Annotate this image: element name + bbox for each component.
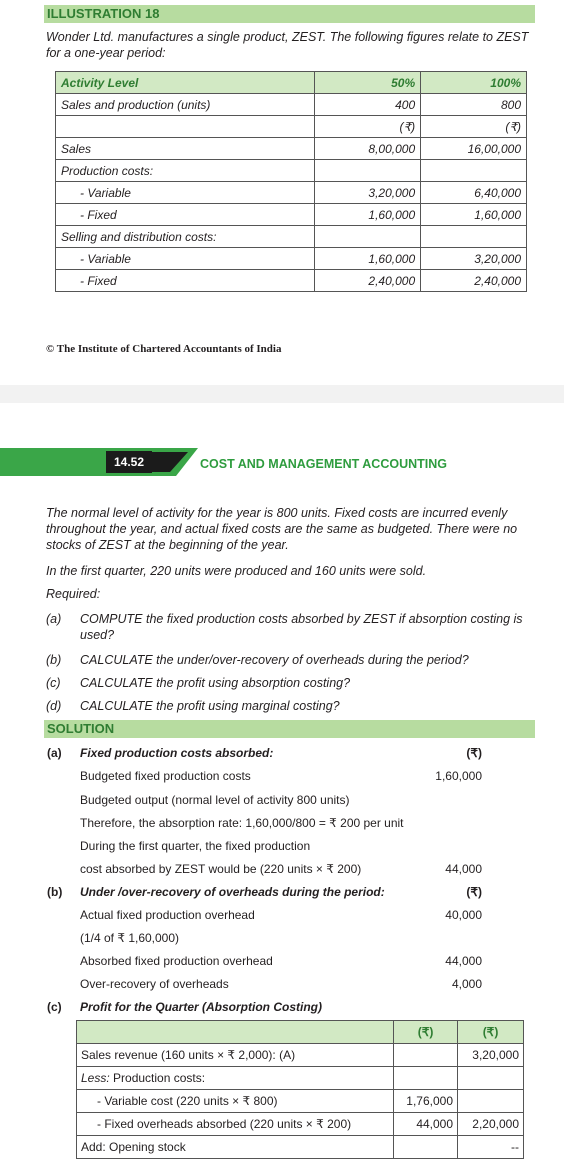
table-row [77, 1067, 524, 1090]
table-row [56, 94, 527, 116]
table-row [56, 270, 527, 292]
page-break [0, 385, 564, 403]
table-cell: 50% [315, 72, 421, 94]
item-text: COMPUTE the fixed production costs absorbed by ZEST if absorption costing is used? [80, 612, 523, 642]
table-cell [458, 1067, 524, 1090]
calc-line-text: Over-recovery of overheads [80, 977, 229, 991]
table-cell: - Variable [56, 248, 315, 270]
table-cell: 44,000 [394, 1113, 458, 1136]
table-cell [394, 1136, 458, 1159]
calc-line-text: Budgeted output (normal level of activity 800 units) [80, 793, 350, 807]
item-text: CALCULATE the profit using absorption costing? [80, 676, 351, 690]
table-row [56, 204, 527, 226]
part-a-title: Fixed production costs absorbed: [80, 746, 274, 760]
table-cell [421, 226, 527, 248]
table-cell [77, 1021, 394, 1044]
table-cell: - Variable [56, 182, 315, 204]
table-cell: (₹) [458, 1021, 524, 1044]
calc-line-text: Actual fixed production overhead [80, 908, 255, 922]
table-cell: - Variable cost (220 units × ₹ 800) [77, 1090, 394, 1113]
table-cell: 100% [421, 72, 527, 94]
table-cell: (₹) [315, 116, 421, 138]
problem-paragraph-1: The normal level of activity for the year is 800 units. Fixed costs are incurred evenly throughout the year, and actual fixed costs are the same as budgeted. There were no stocks of ZEST at the beginning of the year. [46, 506, 518, 552]
calc-line-text: cost absorbed by ZEST would be (220 units × ₹ 200) [80, 862, 362, 876]
calc-line-value: 44,000 [445, 954, 482, 968]
table-cell: (₹) [394, 1021, 458, 1044]
table-cell [421, 160, 527, 182]
table-row [77, 1113, 524, 1136]
table-row [56, 160, 527, 182]
part-c-title: Profit for the Quarter (Absorption Costing) [80, 1000, 322, 1014]
table-cell: 6,40,000 [421, 182, 527, 204]
table-cell: - Fixed [56, 204, 315, 226]
required-label: Required: [46, 587, 101, 601]
table-row [56, 116, 527, 138]
table-cell [315, 226, 421, 248]
table-cell [56, 116, 315, 138]
item-label: (d) [46, 699, 62, 713]
table-cell [315, 160, 421, 182]
table-cell: 2,20,000 [458, 1113, 524, 1136]
table-cell: Add: Opening stock [77, 1136, 394, 1159]
part-b-label: (b) [47, 885, 63, 899]
table-row [56, 138, 527, 160]
table-row [77, 1136, 524, 1159]
table-cell: - Fixed overheads absorbed (220 units × ₹ 200) [77, 1113, 394, 1136]
table-cell: 800 [421, 94, 527, 116]
item-label: (a) [46, 612, 62, 626]
item-label: (c) [46, 676, 61, 690]
part-a-currency: (₹) [466, 746, 482, 760]
activity-table [55, 71, 527, 292]
table-cell: 1,60,000 [315, 204, 421, 226]
table-cell: (₹) [421, 116, 527, 138]
calc-line-text: Therefore, the absorption rate: 1,60,000/800 = ₹ 200 per unit [80, 816, 404, 830]
part-c-label: (c) [47, 1000, 62, 1014]
table-cell: 16,00,000 [421, 138, 527, 160]
item-label: (b) [46, 653, 62, 667]
calc-line-value: 4,000 [451, 977, 482, 991]
calc-line-value: 40,000 [445, 908, 482, 922]
table-row [56, 226, 527, 248]
page-header-bar [0, 448, 108, 476]
table-cell: 8,00,000 [315, 138, 421, 160]
table-cell [394, 1067, 458, 1090]
illustration-heading: ILLUSTRATION 18 [44, 5, 535, 23]
profit-table [76, 1020, 524, 1159]
table-cell: Less: Production costs: [77, 1067, 394, 1090]
table-cell: 2,40,000 [421, 270, 527, 292]
table-row [56, 182, 527, 204]
page-number: 14.52 [106, 451, 152, 473]
part-b-currency: (₹) [466, 885, 482, 899]
item-text: CALCULATE the profit using marginal costing? [80, 699, 340, 713]
table-cell: 3,20,000 [421, 248, 527, 270]
part-b-title: Under /over-recovery of overheads during the period: [80, 885, 385, 899]
table-cell: Selling and distribution costs: [56, 226, 315, 248]
table-cell: 1,76,000 [394, 1090, 458, 1113]
part-a-label: (a) [47, 746, 62, 760]
table-cell: 400 [315, 94, 421, 116]
table-header-row [56, 72, 527, 94]
table-row [77, 1044, 524, 1067]
table-cell: Activity Level [56, 72, 315, 94]
item-text: CALCULATE the under/over-recovery of overheads during the period? [80, 653, 469, 667]
table-cell: -- [458, 1136, 524, 1159]
table-cell: 1,60,000 [421, 204, 527, 226]
calc-line-text: Budgeted fixed production costs [80, 769, 251, 783]
calc-line-value: 1,60,000 [435, 769, 482, 783]
problem-paragraph-2: In the first quarter, 220 units were produced and 160 units were sold. [46, 564, 427, 578]
illustration-intro: Wonder Ltd. manufactures a single product, ZEST. The following figures relate to ZEST for a one-year period: [46, 30, 529, 60]
table-cell: Production costs: [56, 160, 315, 182]
table-cell: 3,20,000 [458, 1044, 524, 1067]
calc-line-text: Absorbed fixed production overhead [80, 954, 273, 968]
table-cell [394, 1044, 458, 1067]
table-cell: Sales and production (units) [56, 94, 315, 116]
running-title: COST AND MANAGEMENT ACCOUNTING [200, 457, 447, 471]
table-header-row [77, 1021, 524, 1044]
table-row [56, 248, 527, 270]
footer-copyright: © The Institute of Chartered Accountants of India [46, 343, 282, 355]
table-cell [458, 1090, 524, 1113]
table-row [77, 1090, 524, 1113]
table-cell: Sales [56, 138, 315, 160]
table-cell: Sales revenue (160 units × ₹ 2,000): (A) [77, 1044, 394, 1067]
table-cell: 2,40,000 [315, 270, 421, 292]
solution-heading: SOLUTION [44, 720, 535, 738]
table-cell: 3,20,000 [315, 182, 421, 204]
calc-line-text: During the first quarter, the fixed production [80, 839, 311, 853]
table-cell: 1,60,000 [315, 248, 421, 270]
calc-line-text: (1/4 of ₹ 1,60,000) [80, 931, 180, 945]
calc-line-value: 44,000 [445, 862, 482, 876]
table-cell: - Fixed [56, 270, 315, 292]
